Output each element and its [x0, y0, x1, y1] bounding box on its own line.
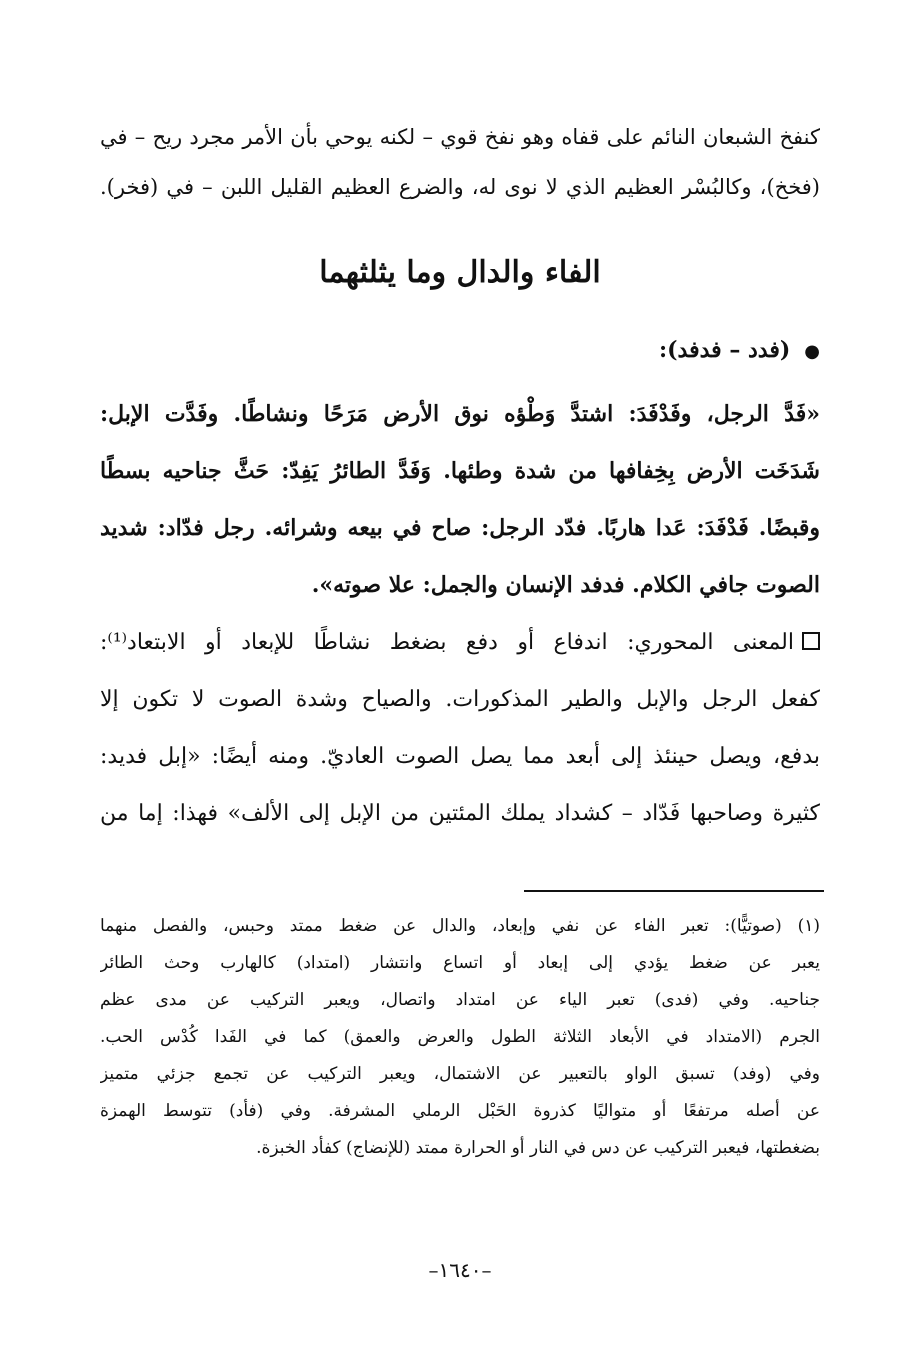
- bullet-icon: ●: [804, 341, 820, 362]
- footnote-line: الجرم (الامتداد في الأبعاد الثلاثة الطول والعرض والعمق) كما في الفَدا كُدْس الحب.: [100, 1027, 820, 1047]
- core-meaning-text: المعنى المحوري: اندفاع أو دفع بضغط نشاطًا للإبعاد أو الابتعاد⁽¹⁾:: [100, 630, 794, 655]
- core-meaning-line: [100, 614, 820, 671]
- entry-body: [100, 386, 820, 842]
- entry-line: بدفع، ويصل حينئذ إلى أبعد مما يصل الصوت العاديّ. ومنه أيضًا: «إبل فديد:: [100, 744, 820, 769]
- intro-line: كنفخ الشبعان النائم على قفاه وهو نفخ قوي – لكنه يوحي بأن الأمر مجرد ريح – في: [100, 125, 820, 149]
- footnote-line: وفي (وفد) تسبق الواو بالتعبير عن الاشتمال، ويعبر التركيب عن تجمع جزئي متميز: [100, 1064, 820, 1084]
- footnote: [100, 908, 820, 1167]
- footnote-line: (١) (صوتيًّا): تعبر الفاء عن نفي وإبعاد، والدال عن ضغط ممتد وحبس، والفصل منهما: [100, 916, 820, 936]
- square-box-icon: [802, 632, 820, 650]
- entry-line: كثيرة وصاحبها فَدّاد – كشداد يملك المئتين من الإبل إلى الألف» فهذا: إما من: [100, 801, 820, 826]
- entry-line: الصوت جافي الكلام. فدفد الإنسان والجمل: علا صوته».: [311, 572, 820, 598]
- footnote-line: بضغطتها، فيعبر التركيب عن دس في النار أو الحرارة ممتد (للإنضاج) كفأد الخبزة.: [256, 1138, 820, 1158]
- entry-heading: [100, 330, 820, 372]
- footnote-line: يعبر عن ضغط يؤدي إلى إبعاد أو اتساع وانتشار (امتداد) كالهارب وحث الطائر: [100, 953, 820, 973]
- section-title: الفاء والدال وما يثلثهما: [319, 255, 601, 290]
- entry-line: وقبضًا. فَدْفَدَ: عَدا هاربًا. فدّد الرجل: صاح في بيعه وشرائه. رجل فدّاد: شديد: [100, 515, 820, 541]
- intro-paragraph: [100, 112, 820, 212]
- entry-heading-text: (فدد – فدفد):: [659, 337, 791, 363]
- footnote-line: جناحيه. وفي (فدى) تعبر الياء عن امتداد واتصال، ويعبر التركيب عن مدى عظم: [100, 990, 820, 1010]
- page-number: –١٦٤٠–: [428, 1258, 492, 1282]
- entry-line: شَدَخَت الأرض بِخِفافها من شدة وطئها. وَفَدَّ الطائرُ يَفِدّ: حَثَّ جناحيه بسطًا: [100, 458, 820, 484]
- footnote-divider: [524, 890, 824, 892]
- intro-line: (فخخ)، وكالبُسْر العظيم الذي لا نوى له، والضرع العظيم القليل اللبن – في (فخر).: [100, 175, 820, 199]
- entry-line: «فَدَّ الرجل، وفَدْفَدَ: اشتدَّ وَطْؤه نوق الأرض مَرَحًا ونشاطًا. وفَدَّت الإبل:: [100, 401, 820, 427]
- footnote-line: عن أصله مرتفعًا أو متواليًا كذروة الحَبْل الرملي المشرفة. وفي (فأد) تتوسط الهمزة: [100, 1101, 820, 1121]
- entry-line: كفعل الرجل والإبل والطير المذكورات. والصياح وشدة الصوت لا تكون إلا: [100, 687, 820, 712]
